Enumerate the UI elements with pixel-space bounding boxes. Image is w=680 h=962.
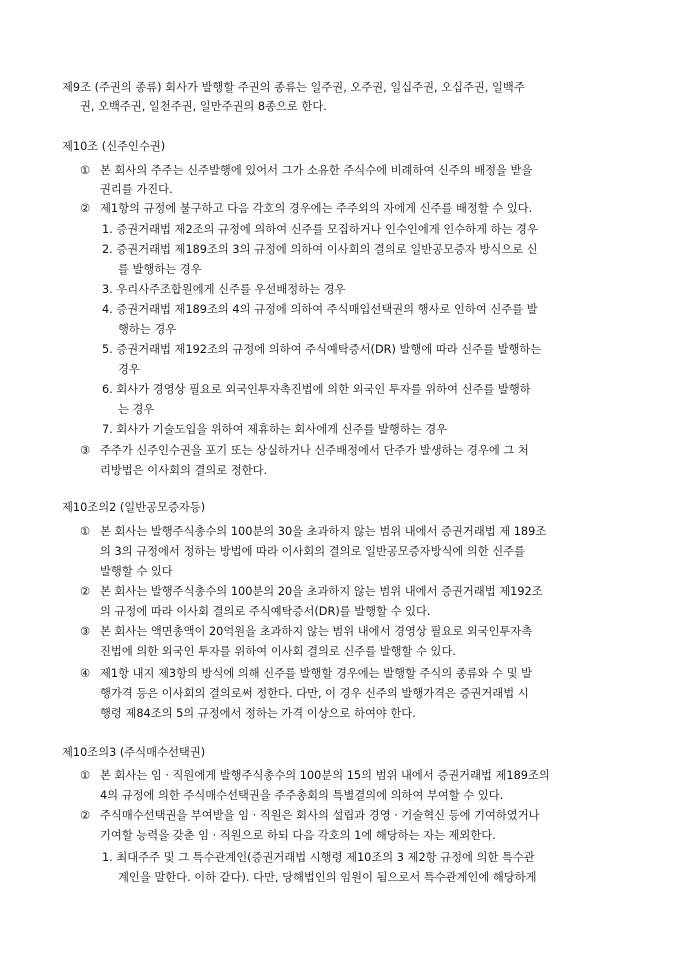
paragraph-marker: ③ (80, 444, 91, 457)
list-item-cont: 계인을 말한다. 이하 같다). 다만, 당해법인의 임원이 됨으로서 특수관계인에 해당하게 (118, 871, 537, 884)
article-10-heading: 제10조 (신주인수권) (62, 140, 166, 153)
article-10-2-p1-cont: 의 3의 규정에서 정하는 방법에 따라 이사회의 결의로 일반공모증자방식에 의한 신주를 (100, 545, 526, 558)
list-item: 5. 증권거래법 제192조의 규정에 의하여 주식예탁증서(DR) 발행에 따라 신주를 발행하는 (102, 343, 542, 356)
article-9-text-cont: 권, 오백주권, 일천주권, 일만주권의 8종으로 한다. (80, 100, 327, 113)
article-10-3-heading: 제10조의3 (주식매수선택권) (62, 746, 206, 759)
list-item: 7. 회사가 기술도입을 위하여 제휴하는 회사에게 신주를 발행하는 경우 (102, 423, 448, 436)
article-10-2-p4-cont: 행가격 등은 이사회의 결의로써 정한다. 다만, 이 경우 신주의 발행가격은 증권거래법 시 (100, 687, 529, 700)
article-10-2-heading: 제10조의2 (일반공모증자등) (62, 501, 206, 514)
paragraph-marker: ① (80, 769, 91, 782)
article-10-2-p4: 제1항 내지 제3항의 방식에 의해 신주를 발행할 경우에는 발행할 주식의 종류와 수 및 발 (100, 667, 533, 680)
article-10-2-p1-cont: 발행할 수 있다 (100, 565, 173, 578)
list-item-cont: 경우 (118, 363, 140, 376)
list-item-cont: 행하는 경우 (118, 323, 177, 336)
list-item: 1. 최대주주 및 그 특수관계인(증권거래법 시행령 제10조의 3 제2항 규정에 의한 특수관 (102, 851, 535, 864)
article-10-2-p2-cont: 의 규정에 따라 이사회 결의로 주식예탁증서(DR)를 발행할 수 있다. (100, 605, 431, 618)
paragraph-marker: ② (80, 585, 91, 598)
article-10-2-p2: 본 회사는 발행주식총수의 100분의 20을 초과하지 않는 범위 내에서 증권거래법 제192조 (100, 585, 543, 598)
list-item-cont: 를 발행하는 경우 (118, 263, 202, 276)
paragraph-marker: ② (80, 202, 91, 215)
list-item: 1. 증권거래법 제2조의 규정에 의하여 신주를 모집하거나 인수인에게 인수하게 하는 경우 (102, 223, 538, 236)
article-10-3-p1: 본 회사는 임 · 직원에게 발행주식총수의 100분의 15의 범위 내에서 증권거래법 제189조의 (100, 769, 550, 782)
paragraph-marker: ② (80, 809, 91, 822)
paragraph-marker: ① (80, 525, 91, 538)
article-10-3-p2-cont: 기여할 능력을 갖춘 임 · 직원으로 하되 다음 각호의 1에 해당하는 자는 제외한다. (100, 829, 496, 842)
article-10-p3-cont: 리방법은 이사회의 결의로 정한다. (100, 464, 268, 477)
paragraph-marker: ④ (80, 667, 91, 680)
article-10-p3: 주주가 신주인수권을 포기 또는 상실하거나 신주배정에서 단주가 발생하는 경우에 그 처 (100, 444, 529, 457)
article-10-2-p3: 본 회사는 액면총액이 20억원을 초과하지 않는 범위 내에서 경영상 필요로 외국인투자촉 (100, 625, 533, 638)
article-10-p1-cont: 권리를 가진다. (100, 183, 173, 196)
article-10-2-p1: 본 회사는 발행주식총수의 100분의 30을 초과하지 않는 범위 내에서 증권거래법 제 189조 (100, 525, 547, 538)
list-item-cont: 는 경우 (118, 403, 155, 416)
paragraph-marker: ③ (80, 625, 91, 638)
paragraph-marker: ① (80, 164, 91, 177)
list-item: 6. 회사가 경영상 필요로 외국인투자촉진법에 의한 외국인 투자를 위하여 신주를 발행하 (102, 383, 531, 396)
article-10-2-p3-cont: 진법에 의한 외국인 투자를 위하여 이사회 결의로 신주를 발행할 수 있다. (100, 645, 456, 658)
article-10-2-p4-cont: 행령 제84조의 5의 규정에서 정하는 가격 이상으로 하여야 한다. (100, 707, 416, 720)
article-10-3-p1-cont: 4의 규정에 의한 주식매수선택권을 주주총회의 특별결의에 의하여 부여할 수 있다. (100, 789, 504, 802)
article-10-3-p2: 주식매수선택권을 부여받을 임 · 직원은 회사의 설립과 경영 · 기술혁신 등에 기여하였거나 (100, 809, 540, 822)
article-10-p1: 본 회사의 주주는 신주발행에 있어서 그가 소유한 주식수에 비례하여 신주의 배정을 받을 (100, 164, 533, 177)
list-item: 4. 증권거래법 제189조의 4의 규정에 의하여 주식매입선택권의 행사로 인하여 신주를 발 (102, 303, 538, 316)
list-item: 2. 증권거래법 제189조의 3의 규정에 의하여 이사회의 결의로 일반공모증자 방식으로 신 (102, 243, 538, 256)
article-10-p2: 제1항의 규정에 불구하고 다음 각호의 경우에는 주주외의 자에게 신주를 배정할 수 있다. (100, 202, 533, 215)
article-9-text: 제9조 (주권의 종류) 회사가 발행할 주권의 종류는 일주권, 오주권, 일십주권, 오십주권, 일백주 (62, 81, 525, 94)
list-item: 3. 우리사주조합원에게 신주를 우선배정하는 경우 (102, 283, 346, 296)
